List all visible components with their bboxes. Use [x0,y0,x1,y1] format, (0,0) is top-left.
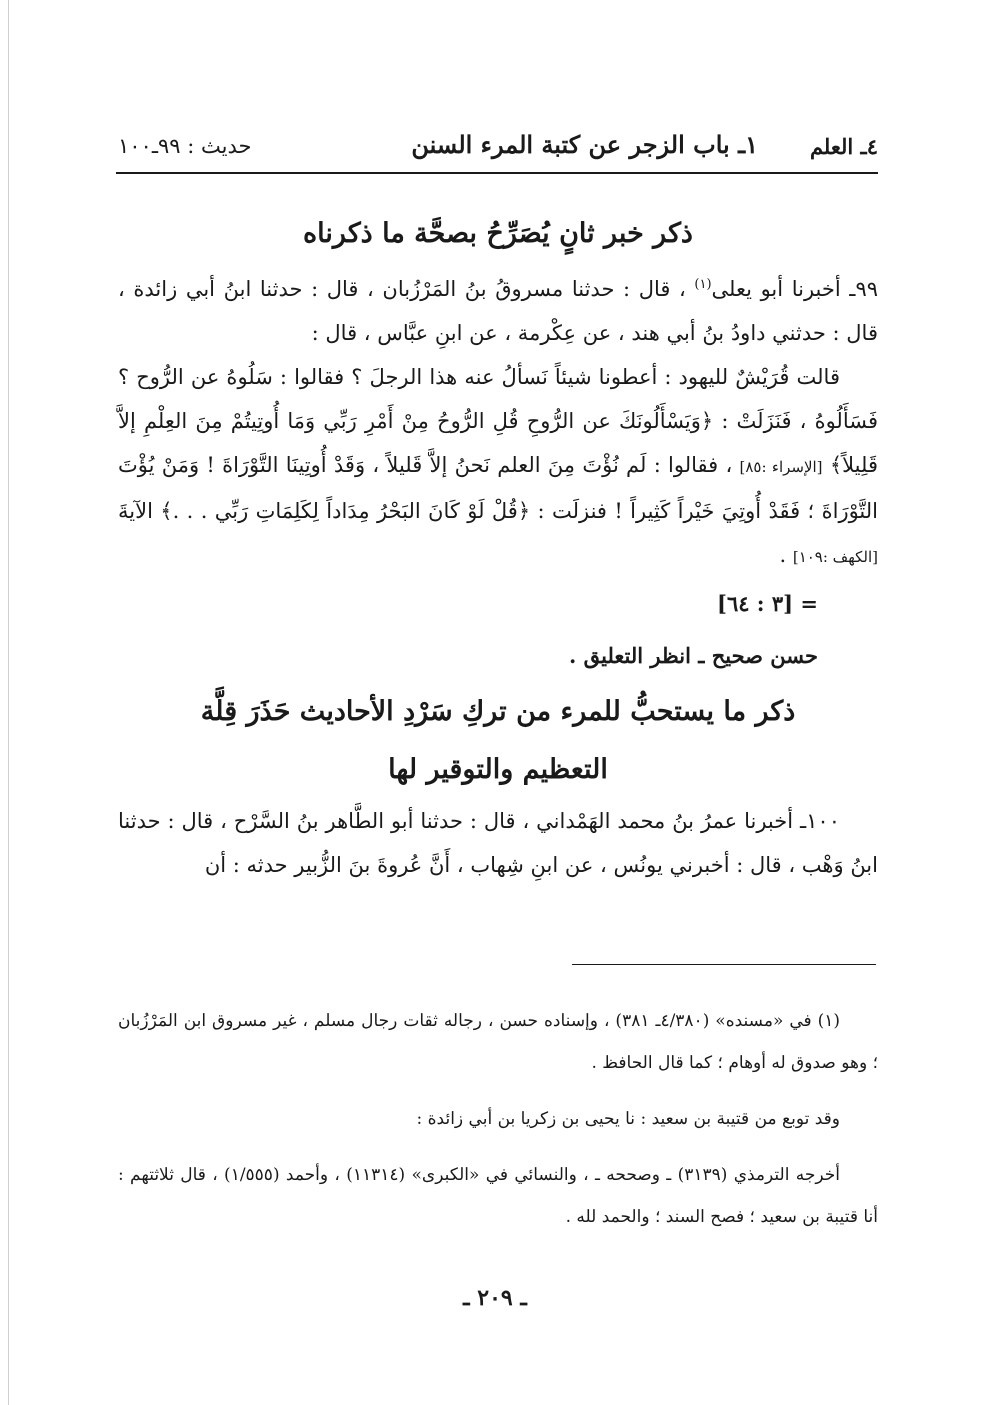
running-header [118,128,878,168]
section-heading-1: ذكر خبر ثانٍ يُصَرِّحُ بصحَّة ما ذكرناه [303,218,693,249]
footnotes [118,1000,878,1252]
section-heading-2-line2: التعظيم والتوقير لها [388,754,608,785]
footnote-1-takhrij: أخرجه الترمذي (٣١٣٩) ـ وصححه ـ ، والنسائي في «الكبرى» (١١٣١٤) ، وأحمد (١/٥٥٥) ، قال ثلاثتهم : أنا قتيبة بن سعيد ؛ فصح السند ؛ والحمد لله . [118,1165,878,1227]
hadith-99-isnad [118,263,878,355]
footnote-1: (١) في «مسنده» (٤/٣٨٠ـ ٣٨١) ، وإسناده حسن ، رجاله ثقات رجال مسلم ، غير مسروق ابن المَرْزُبان ؛ وهو صدوق له أوهام ؛ كما قال الحافظ . [118,1011,878,1073]
quran-ref-kahf: [الكهف :١٠٩] [792,548,878,566]
scan-edge-line [8,0,9,1405]
header-hadith-range: حديث : ٩٩ـ١٠٠ [118,134,252,158]
header-rule [116,172,878,174]
page-number: ـ ٢٠٩ ـ [463,1285,527,1311]
footnote-separator [572,964,876,965]
hadith-99-matn-part1: قالت قُرَيْشٌ لليهود : أعطونا شيئاً نَسألُ عنه هذا الرجلَ ؟ فقالوا : سَلُوهُ عن الرُّوح ؟ فَسَأَلُوهُ ، فَنَزَلَتْ : ﴿وَيَسْأَلُونَكَ عن الرُّوحِ قُلِ الرُّوحُ مِنْ أَمْرِ رَبِّي وَمَا أُوتِيتُمْ مِنَ العِلْمِ إلاَّ قَلِيلاً﴾ [118,365,878,477]
quran-ref-isra: [الإسراء :٨٥] [739,458,823,476]
hadith-99-matn-part2: ، فقالوا : لَم نُؤْتَ مِنَ العلم نَحنُ إلاَّ قَليلاً ، وَقَدْ أُوتِينَا التَّوْرَاةَ ! وَمَنْ يُؤْتَ التَّوْرَاةَ ؛ فَقَدْ أُوتِيَ خَيْراً كَثِيراً ! فنزلَت : ﴿قُلْ لَوْ كَانَ البَحْرُ مِدَاداً لِكَلِمَاتِ رَبِّي . . .﴾ الآيةَ [118,453,878,523]
section-heading-2-line1: ذكر ما يستحبُّ للمرء من تركِ سَرْدِ الأحاديث حَذَرَ قِلَّة [200,696,796,727]
hadith-99-opening: ٩٩ـ أخبرنا أبو يعلى [711,277,878,301]
hadith-99-matn-end: . [779,543,793,567]
cross-reference: = [٣ : ٦٤] [717,591,818,616]
header-chapter: ٤ـ العلم [809,134,878,159]
footnote-1-continuation: وقد توبع من قتيبة بن سعيد : نا يحيى بن زكريا بن أبي زائدة : [416,1109,840,1129]
main-text [118,205,878,887]
hadith-99-isnad-rest: ، قال : حدثنا مسروقُ بنُ المَرْزُبان ، قال : حدثنا ابنُ أبي زائدة ، قال : حدثني داودُ بنُ أبي هند ، عن عِكْرمة ، عن ابنِ عبَّاس ، قال : [118,277,878,345]
hadith-grade: حسن صحيح ـ انظر التعليق . [569,643,818,668]
hadith-99-matn [118,355,878,579]
footnote-marker: (١) [694,277,712,292]
hadith-100: ١٠٠ـ أخبرنا عمرُ بنُ محمد الهَمْداني ، قال : حدثنا أبو الطَّاهر بنُ السَّرْح ، قال : حدثنا ابنُ وَهْب ، قال : أخبرني يونُس ، عن ابنِ شِهاب ، أَنَّ عُروةَ بنَ الزُّبير حدثه : أن [118,809,878,877]
header-section-title: ١ـ باب الزجر عن كتبة المرء السنن [411,130,758,159]
